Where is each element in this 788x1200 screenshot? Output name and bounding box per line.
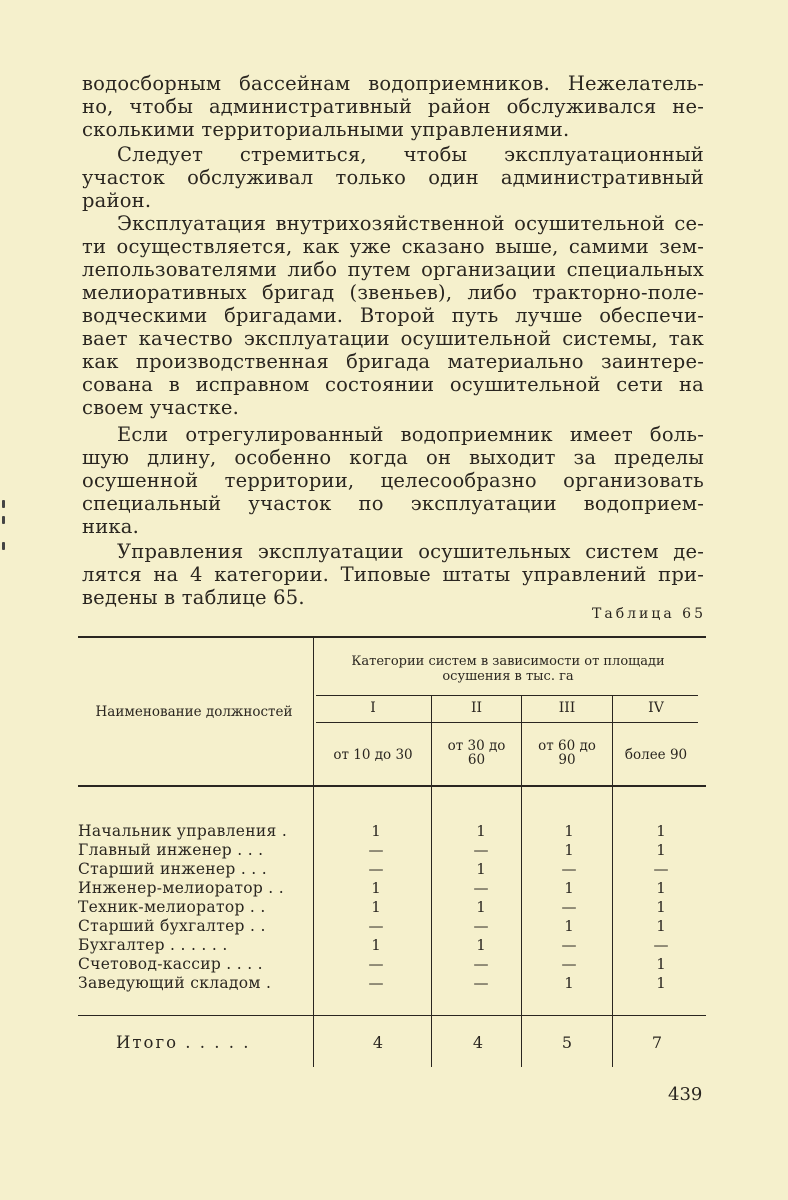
total-value: 4 [372, 1033, 384, 1052]
category-range: от 60 до [538, 738, 596, 754]
category-range: от 10 до 30 [333, 747, 413, 763]
category-range: 90 [558, 752, 576, 768]
table-top-rule [78, 636, 706, 638]
category-roman: II [470, 700, 483, 716]
category-range: более 90 [624, 747, 688, 763]
row-value: 1 [656, 898, 666, 916]
row-position: Счетовод-кассир . . . . [78, 955, 263, 973]
row-value: 1 [656, 974, 666, 992]
row-value: 1 [564, 879, 574, 897]
categories-header-line1: Категории систем в зависимости от площади [351, 654, 665, 669]
categories-header-line2: осушения в тыс. га [442, 669, 574, 684]
row-value: — [473, 841, 489, 859]
text-line: Следует стремиться, чтобы эксплуатационный [117, 143, 704, 166]
row-value: 1 [564, 841, 574, 859]
text-line: лепользователями либо путем организации специальных [82, 258, 704, 281]
row-position: Начальник управления . [78, 822, 288, 840]
paragraph-2 [82, 143, 704, 212]
text-line: район. [82, 189, 152, 212]
row-position: Старший бухгалтер . . [78, 917, 266, 935]
row-value: — [653, 936, 669, 954]
text-line: Управления эксплуатации осушительных систем де- [117, 540, 704, 563]
scan-mark [2, 516, 5, 524]
text-line: участок обслуживал только один административный [82, 166, 704, 189]
row-value: 1 [564, 822, 574, 840]
text-line: лятся на 4 категории. Типовые штаты управлений при- [82, 563, 704, 586]
row-value: 1 [476, 822, 486, 840]
text-line: водческими бригадами. Второй путь лучше обеспечи- [82, 304, 704, 327]
total-value: 4 [472, 1033, 484, 1052]
text-line: но, чтобы административный район обслуживался не- [82, 95, 704, 118]
text-line: Эксплуатация внутрихозяйственной осушительной се- [117, 212, 704, 235]
row-value: 1 [476, 936, 486, 954]
row-value: — [653, 860, 669, 878]
text-line: ника. [82, 515, 140, 538]
text-line: специальный участок по эксплуатации водоприем- [82, 492, 704, 515]
text-line: как производственная бригада материально заинтере- [82, 350, 704, 373]
scan-mark [2, 500, 5, 508]
row-value: 1 [371, 879, 381, 897]
row-value: — [473, 955, 489, 973]
row-value: — [473, 974, 489, 992]
row-value: — [368, 860, 384, 878]
row-value: — [561, 860, 577, 878]
text-line: мелиоративных бригад (звеньев), либо тракторно-поле- [82, 281, 704, 304]
row-value: 1 [656, 841, 666, 859]
text-line: осушенной территории, целесообразно организовать [82, 469, 704, 492]
paragraph-4 [82, 423, 704, 538]
row-value: 1 [656, 879, 666, 897]
scan-mark [2, 542, 5, 550]
text-line: сована в исправном состоянии осушительной сети на [82, 373, 704, 396]
row-value: 1 [371, 822, 381, 840]
row-value: 1 [656, 955, 666, 973]
row-position: Главный инженер . . . [78, 841, 264, 859]
row-position: Заведующий складом . [78, 974, 272, 992]
text-line: вает качество эксплуатации осушительной системы, так [82, 327, 704, 350]
position-column-header: Наименование должностей [95, 704, 293, 720]
category-roman: IV [648, 700, 664, 716]
row-value: — [368, 917, 384, 935]
text-line: своем участке. [82, 396, 239, 419]
row-value: — [561, 898, 577, 916]
row-value: — [368, 974, 384, 992]
row-position: Техник-мелиоратор . . [78, 898, 266, 916]
text-line: сколькими территориальными управлениями. [82, 118, 570, 141]
row-value: 1 [656, 917, 666, 935]
row-value: — [368, 955, 384, 973]
paragraph-1 [82, 72, 704, 141]
row-position: Старший инженер . . . [78, 860, 267, 878]
category-range: от 30 до [447, 738, 506, 754]
paragraph-3 [82, 212, 704, 419]
category-range: 60 [467, 752, 486, 768]
text-line: ти осуществляется, как уже сказано выше, самими зем- [82, 235, 704, 258]
row-position: Бухгалтер . . . . . . [78, 936, 228, 954]
row-value: — [561, 936, 577, 954]
row-value: — [561, 955, 577, 973]
category-roman: I [370, 700, 376, 716]
row-value: 1 [476, 898, 486, 916]
page-number: 439 [668, 1084, 703, 1105]
paragraph-5 [82, 540, 704, 609]
text-line: водосборным бассейнам водоприемников. Нежелатель- [82, 72, 704, 95]
col-divider [313, 637, 314, 1067]
category-header-rule [316, 695, 698, 696]
total-value: 7 [651, 1033, 663, 1052]
row-value: — [473, 917, 489, 935]
text-line: Если отрегулированный водоприемник имеет боль- [117, 423, 704, 446]
category-roman: III [558, 700, 576, 716]
total-label: Итого . . . . . [116, 1033, 251, 1052]
text-line: шую длину, особенно когда он выходит за пределы [82, 446, 704, 469]
row-value: 1 [564, 974, 574, 992]
table-caption: Таблица 65 [592, 606, 706, 622]
row-position: Инженер-мелиоратор . . [78, 879, 284, 897]
row-value: — [368, 841, 384, 859]
row-value: 1 [476, 860, 486, 878]
row-value: 1 [656, 822, 666, 840]
row-value: — [473, 879, 489, 897]
row-value: 1 [371, 898, 381, 916]
text-line: ведены в таблице 65. [82, 586, 305, 609]
total-value: 5 [561, 1033, 573, 1052]
row-value: 1 [371, 936, 381, 954]
roman-header-rule [316, 722, 698, 723]
row-value: 1 [564, 917, 574, 935]
